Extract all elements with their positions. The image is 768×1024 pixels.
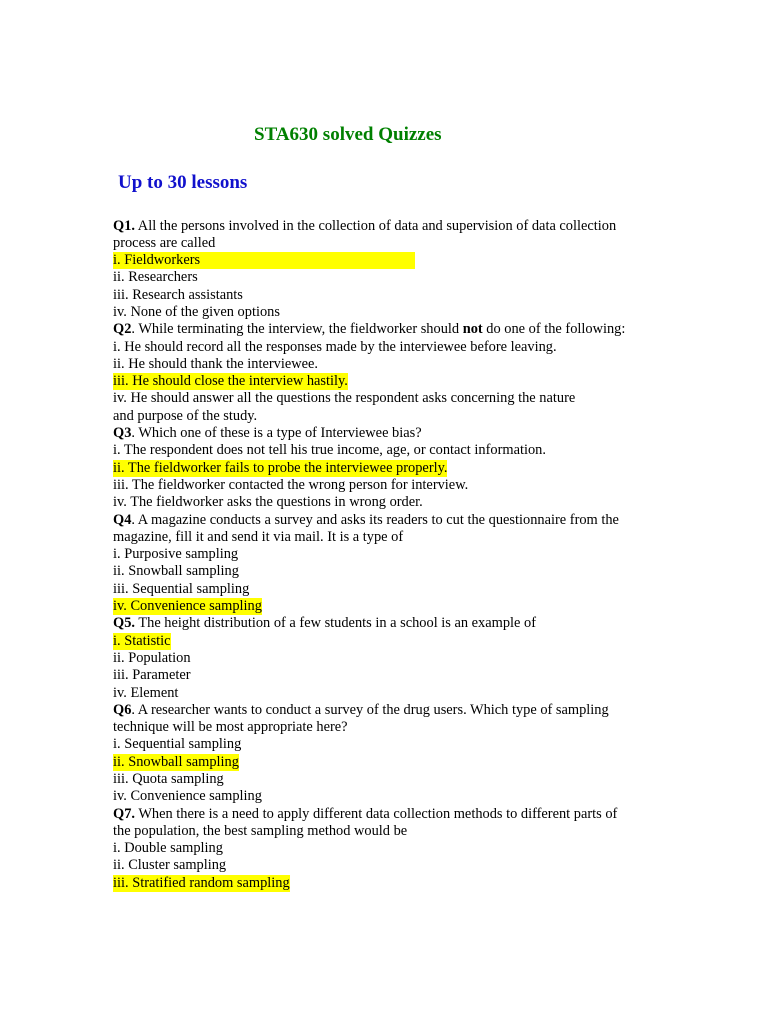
question-text: All the persons involved in the collection of data and supervision of data collection [135,217,617,234]
question-text-cont: technique will be most appropriate here? [113,719,348,736]
question-4 [113,512,673,529]
question-emphasis: not [462,321,483,338]
option-answer: ii. Snowball sampling [113,753,239,770]
question-text-cont: process are called [113,234,216,251]
option: iii. Parameter [113,667,191,684]
option: i. Purposive sampling [113,546,239,563]
question-3 [113,425,673,442]
question-2 [113,321,673,338]
option: i. Sequential sampling [113,736,242,753]
question-text: . A magazine conducts a survey and asks its readers to cut the questionnaire from the [131,511,619,528]
question-text-cont: magazine, fill it and send it via mail. It is a type of [113,528,404,545]
option: iv. He should answer all the questions the respondent asks concerning the nature [113,390,576,407]
page-title: STA630 solved Quizzes [254,124,442,145]
option: iv. Element [113,684,179,701]
option: iv. None of the given options [113,303,280,320]
question-text: do one of the following: [482,321,626,338]
option: ii. Researchers [113,269,198,286]
question-number: Q5. [113,615,135,632]
question-number: Q2 [113,321,132,338]
option: i. He should record all the responses made by the interviewee before leaving. [113,338,557,355]
option: ii. Population [113,649,191,666]
question-7 [113,806,673,823]
option: iv. Convenience sampling [113,788,262,805]
option-answer: ii. The fieldworker fails to probe the interviewee properly. [113,459,448,476]
page-subtitle: Up to 30 lessons [118,172,248,193]
question-number: Q7. [113,805,135,822]
question-text: . A researcher wants to conduct a survey of the drug users. Which type of sampling [131,701,609,718]
option-answer: iii. Stratified random sampling [113,874,290,891]
question-number: Q4 [113,511,132,528]
option-answer: iv. Convenience sampling [113,598,262,615]
question-1 [113,218,673,235]
option: iii. Sequential sampling [113,580,250,597]
question-number: Q1. [113,217,135,234]
question-text: . While terminating the interview, the fieldworker should [131,321,463,338]
option: iv. The fieldworker asks the questions in wrong order. [113,494,423,511]
option: ii. Snowball sampling [113,563,239,580]
option: i. The respondent does not tell his true income, age, or contact information. [113,442,546,459]
question-number: Q3 [113,425,132,442]
option: ii. He should thank the interviewee. [113,355,319,372]
option-answer: i. Fieldworkers [113,252,415,269]
question-text: When there is a need to apply different data collection methods to different parts of [135,805,618,822]
question-text: . Which one of these is a type of Interviewee bias? [131,425,422,442]
option-cont: and purpose of the study. [113,407,258,424]
question-text: The height distribution of a few students in a school is an example of [135,615,536,632]
option: ii. Cluster sampling [113,857,227,874]
option-answer: iii. He should close the interview hastily. [113,373,348,390]
quiz-list [113,218,673,893]
option: iii. Research assistants [113,286,243,303]
question-6 [113,702,673,719]
question-5 [113,615,673,632]
question-text-cont: the population, the best sampling method would be [113,822,408,839]
option: i. Double sampling [113,840,223,857]
option: iii. The fieldworker contacted the wrong person for interview. [113,476,469,493]
question-number: Q6 [113,701,132,718]
option: iii. Quota sampling [113,771,224,787]
option-answer: i. Statistic [113,632,171,649]
